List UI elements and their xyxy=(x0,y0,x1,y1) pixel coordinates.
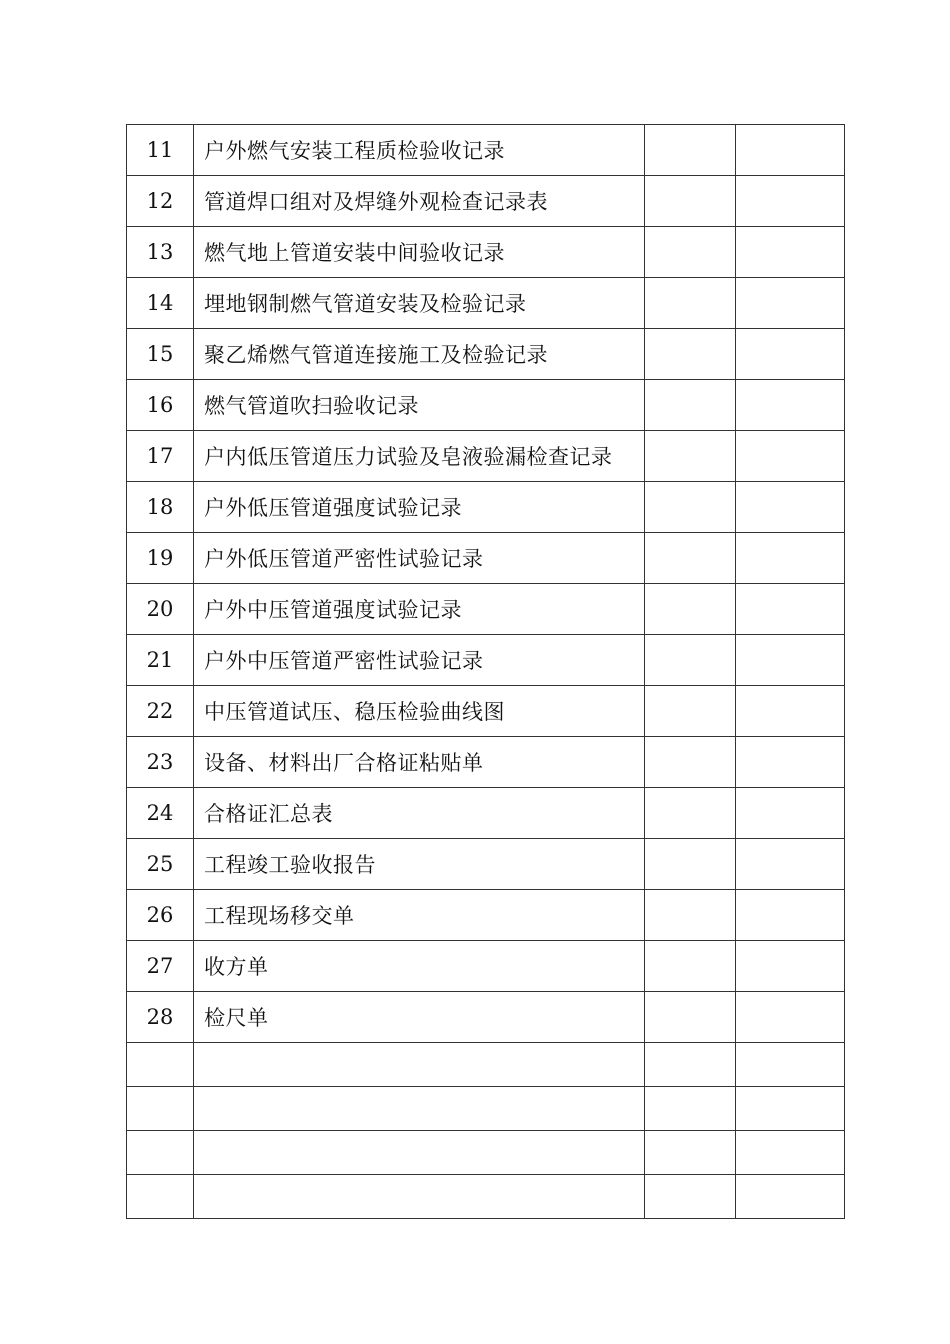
empty-cell xyxy=(645,1131,736,1175)
empty-cell xyxy=(736,1043,845,1087)
table-body xyxy=(127,125,845,1219)
document-name-cell: 燃气地上管道安装中间验收记录 xyxy=(194,227,645,278)
table-row xyxy=(127,125,845,176)
empty-cell xyxy=(645,176,736,227)
table-row xyxy=(127,431,845,482)
empty-cell xyxy=(645,431,736,482)
table-row xyxy=(127,686,845,737)
row-number-cell: 13 xyxy=(127,227,194,278)
empty-cell xyxy=(736,992,845,1043)
table-row xyxy=(127,176,845,227)
document-name-cell: 户外低压管道严密性试验记录 xyxy=(194,533,645,584)
empty-cell xyxy=(645,584,736,635)
row-number-cell: 23 xyxy=(127,737,194,788)
document-name-cell: 工程现场移交单 xyxy=(194,890,645,941)
empty-cell xyxy=(645,125,736,176)
document-name-cell: 聚乙烯燃气管道连接施工及检验记录 xyxy=(194,329,645,380)
table-row xyxy=(127,1131,845,1175)
empty-cell xyxy=(736,176,845,227)
row-number-cell xyxy=(127,1131,194,1175)
table-row xyxy=(127,380,845,431)
empty-cell xyxy=(645,992,736,1043)
document-name-cell: 设备、材料出厂合格证粘贴单 xyxy=(194,737,645,788)
table-row xyxy=(127,533,845,584)
row-number-cell: 16 xyxy=(127,380,194,431)
empty-cell xyxy=(645,278,736,329)
document-name-cell: 合格证汇总表 xyxy=(194,788,645,839)
document-name-cell: 户外低压管道强度试验记录 xyxy=(194,482,645,533)
empty-cell xyxy=(736,839,845,890)
table-row xyxy=(127,941,845,992)
document-name-cell: 中压管道试压、稳压检验曲线图 xyxy=(194,686,645,737)
empty-cell xyxy=(736,125,845,176)
table-row xyxy=(127,1043,845,1087)
empty-cell xyxy=(645,1175,736,1219)
empty-cell xyxy=(645,380,736,431)
empty-cell xyxy=(736,533,845,584)
row-number-cell: 19 xyxy=(127,533,194,584)
row-number-cell: 24 xyxy=(127,788,194,839)
table-row xyxy=(127,737,845,788)
empty-cell xyxy=(645,890,736,941)
empty-cell xyxy=(736,227,845,278)
empty-cell xyxy=(736,482,845,533)
table-row xyxy=(127,788,845,839)
empty-cell xyxy=(645,635,736,686)
row-number-cell xyxy=(127,1043,194,1087)
document-name-cell xyxy=(194,1043,645,1087)
table-row xyxy=(127,1175,845,1219)
table-row xyxy=(127,482,845,533)
row-number-cell: 20 xyxy=(127,584,194,635)
empty-cell xyxy=(736,278,845,329)
table-row xyxy=(127,1087,845,1131)
empty-cell xyxy=(645,686,736,737)
empty-cell xyxy=(645,482,736,533)
empty-cell xyxy=(736,686,845,737)
document-name-cell xyxy=(194,1131,645,1175)
table-row xyxy=(127,890,845,941)
empty-cell xyxy=(645,533,736,584)
empty-cell xyxy=(736,431,845,482)
empty-cell xyxy=(645,227,736,278)
document-name-cell: 户内低压管道压力试验及皂液验漏检查记录 xyxy=(194,431,645,482)
empty-cell xyxy=(645,329,736,380)
document-name-cell: 埋地钢制燃气管道安装及检验记录 xyxy=(194,278,645,329)
table-row xyxy=(127,278,845,329)
row-number-cell: 14 xyxy=(127,278,194,329)
empty-cell xyxy=(645,839,736,890)
row-number-cell xyxy=(127,1175,194,1219)
row-number-cell xyxy=(127,1087,194,1131)
empty-cell xyxy=(736,890,845,941)
row-number-cell: 25 xyxy=(127,839,194,890)
table-row xyxy=(127,635,845,686)
empty-cell xyxy=(736,635,845,686)
table-row xyxy=(127,992,845,1043)
row-number-cell: 22 xyxy=(127,686,194,737)
empty-cell xyxy=(736,788,845,839)
empty-cell xyxy=(645,788,736,839)
empty-cell xyxy=(736,1175,845,1219)
row-number-cell: 15 xyxy=(127,329,194,380)
document-name-cell: 户外燃气安装工程质检验收记录 xyxy=(194,125,645,176)
table-row xyxy=(127,584,845,635)
document-name-cell: 燃气管道吹扫验收记录 xyxy=(194,380,645,431)
document-name-cell xyxy=(194,1175,645,1219)
empty-cell xyxy=(645,737,736,788)
document-name-cell: 管道焊口组对及焊缝外观检查记录表 xyxy=(194,176,645,227)
document-name-cell: 检尺单 xyxy=(194,992,645,1043)
table-row xyxy=(127,329,845,380)
empty-cell xyxy=(645,1043,736,1087)
table-row xyxy=(127,839,845,890)
row-number-cell: 11 xyxy=(127,125,194,176)
empty-cell xyxy=(736,329,845,380)
document-name-cell: 收方单 xyxy=(194,941,645,992)
document-name-cell xyxy=(194,1087,645,1131)
row-number-cell: 12 xyxy=(127,176,194,227)
empty-cell xyxy=(736,380,845,431)
document-table xyxy=(126,124,845,1219)
row-number-cell: 21 xyxy=(127,635,194,686)
empty-cell xyxy=(736,737,845,788)
row-number-cell: 17 xyxy=(127,431,194,482)
row-number-cell: 26 xyxy=(127,890,194,941)
empty-cell xyxy=(645,941,736,992)
row-number-cell: 28 xyxy=(127,992,194,1043)
empty-cell xyxy=(736,941,845,992)
row-number-cell: 18 xyxy=(127,482,194,533)
empty-cell xyxy=(645,1087,736,1131)
document-name-cell: 户外中压管道强度试验记录 xyxy=(194,584,645,635)
document-name-cell: 工程竣工验收报告 xyxy=(194,839,645,890)
empty-cell xyxy=(736,1087,845,1131)
row-number-cell: 27 xyxy=(127,941,194,992)
empty-cell xyxy=(736,584,845,635)
empty-cell xyxy=(736,1131,845,1175)
table-row xyxy=(127,227,845,278)
document-name-cell: 户外中压管道严密性试验记录 xyxy=(194,635,645,686)
